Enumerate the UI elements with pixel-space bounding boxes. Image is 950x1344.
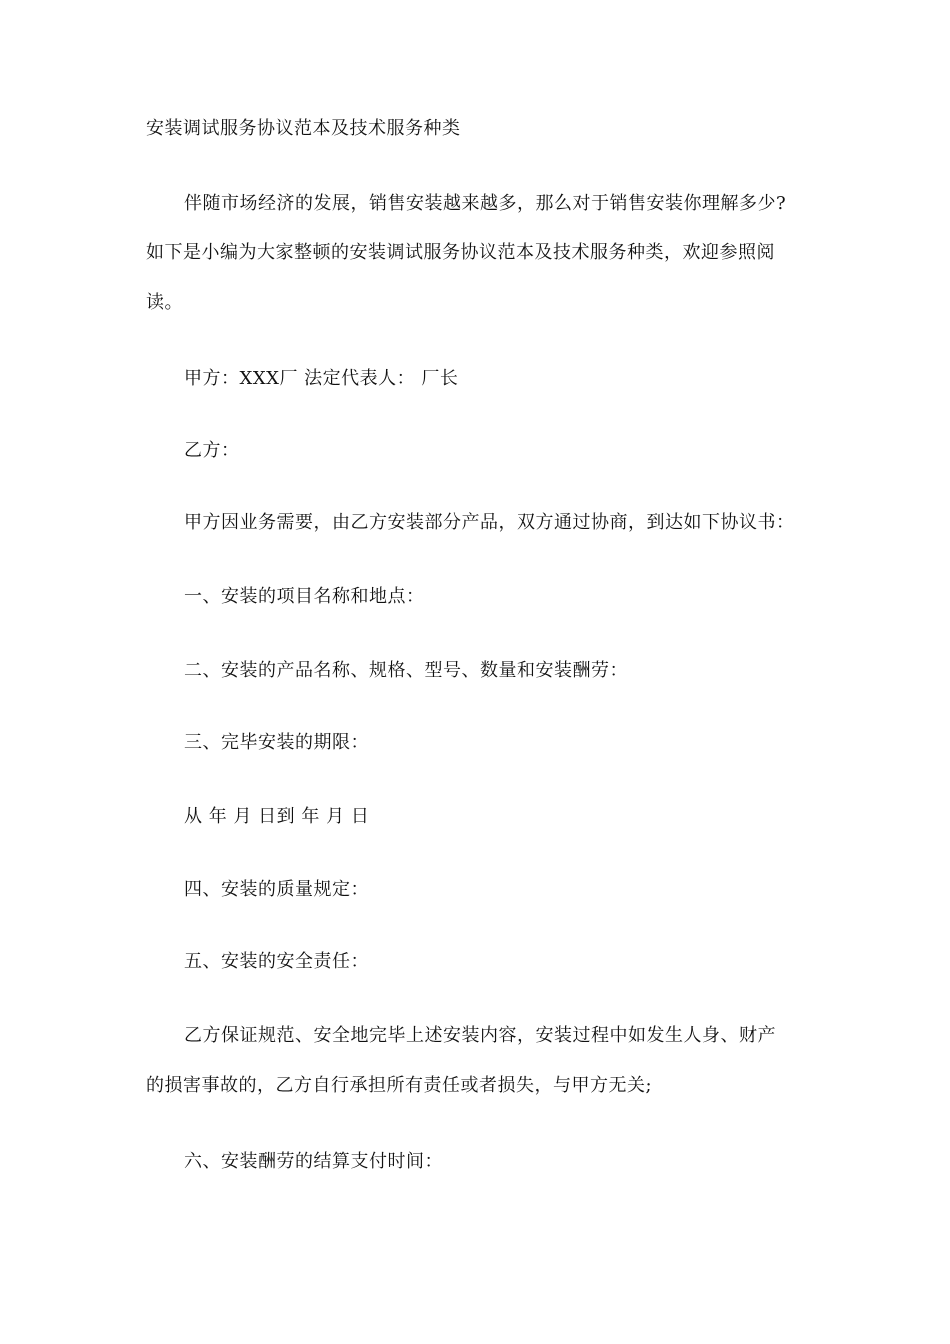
clause-2-heading: 二、安装的产品名称、规格、型号、数量和安装酬劳：: [184, 660, 628, 681]
party-b-line: 乙方：: [184, 440, 240, 461]
clause-5-body-line-1: 乙方保证规范、安全地完毕上述安装内容，安装过程中如发生人身、财产: [184, 1025, 776, 1046]
clause-1-heading: 一、安装的项目名称和地点：: [184, 586, 425, 607]
intro-line-3: 读。: [146, 292, 183, 313]
clause-5-heading: 五、安装的安全责任：: [184, 951, 369, 972]
intro-line-2: 如下是小编为大家整顿的安装调试服务协议范本及技术服务种类，欢迎参照阅: [146, 242, 775, 263]
preamble-line: 甲方因业务需要，由乙方安装部分产品，双方通过协商，到达如下协议书：: [184, 512, 795, 533]
clause-6-heading: 六、安装酬劳的结算支付时间：: [184, 1151, 443, 1172]
clause-5-body-line-2: 的损害事故的，乙方自行承担所有责任或者损失，与甲方无关;: [146, 1075, 653, 1096]
party-a-line: 甲方：XXX厂 法定代表人： 厂长: [184, 368, 459, 389]
document-title: 安装调试服务协议范本及技术服务种类: [146, 118, 461, 139]
clause-4-heading: 四、安装的质量规定：: [184, 879, 369, 900]
period-line: 从 年 月 日到 年 月 日: [184, 806, 370, 827]
intro-line-1: 伴随市场经济的发展，销售安装越来越多，那么对于销售安装你理解多少?: [184, 193, 787, 214]
clause-3-heading: 三、完毕安装的期限：: [184, 732, 369, 753]
